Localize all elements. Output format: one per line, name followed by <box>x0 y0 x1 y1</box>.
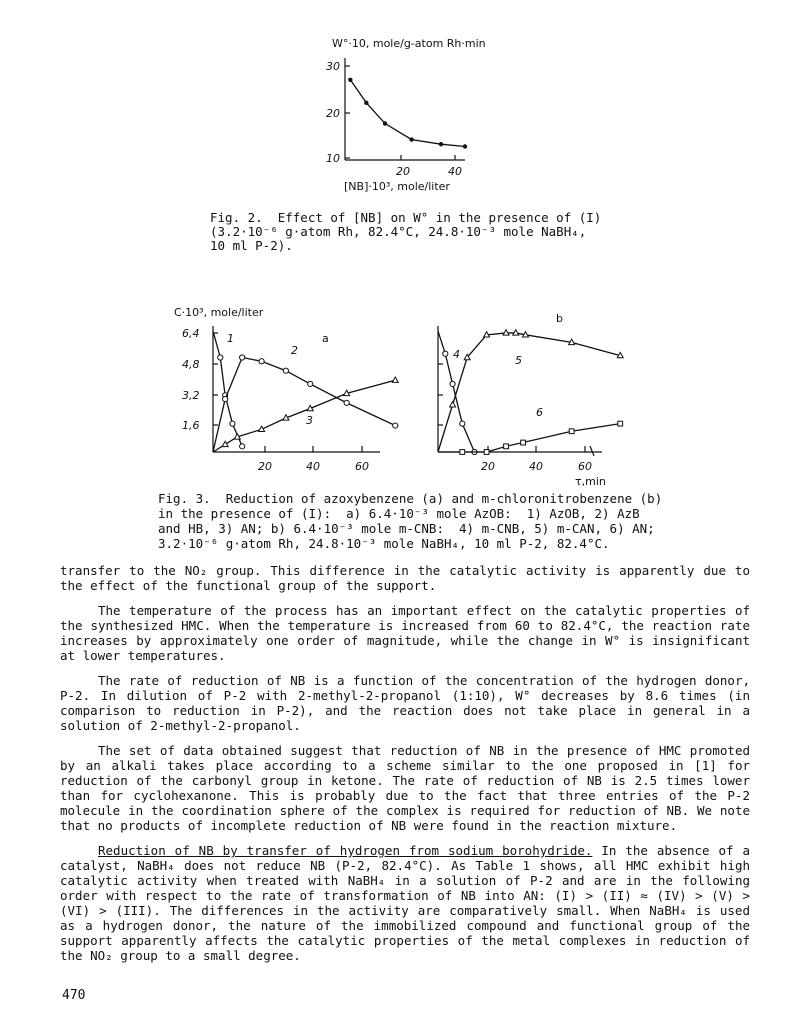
fig3b-series-5-point <box>450 402 456 407</box>
fig2-ytick-30: 30 <box>326 60 340 73</box>
fig2-caption <box>210 211 630 253</box>
fig3-ytick-32: 3,2 <box>182 389 200 402</box>
paragraph: The set of data obtained suggest that reduction of NB in the presence of HMC promoted by an alkali takes place according to a scheme similar to the one proposed in [1] for reduction of the carbonyl group in ketone. The rate of reduction of NB is 2.5 times lower than for cyclohexanone. This is probably due to the fact that three entries of the P-2 molecule in the coordination sphere of the complex is required for reduction of NB. We note that no products of incomplete reduction of NB were found in the reaction mixture. <box>60 743 750 833</box>
fig3-chart <box>170 298 640 493</box>
fig2-plot <box>348 78 467 149</box>
fig3a-series-2-line <box>213 358 395 453</box>
fig3-curve-label-1: 1 <box>227 332 234 345</box>
fig2-caption-line: Fig. 2. Effect of [NB] on W° in the presence of (I) <box>210 210 602 225</box>
section-heading: Reduction of NB by transfer of hydrogen from sodium borohydride. <box>98 843 593 858</box>
fig3a-series-1-point <box>230 421 235 426</box>
fig3-curve-label-4: 4 <box>453 348 460 361</box>
fig3-caption-line: Fig. 3. Reduction of azoxybenzene (a) and m-chloronitrobenzene (b) <box>158 491 663 506</box>
fig3a-series-2-point <box>259 359 264 364</box>
fig3-curve-label-3: 3 <box>306 414 313 427</box>
fig3a-xtick-20: 20 <box>258 460 272 473</box>
fig3b-series-4-point <box>450 381 455 386</box>
fig3-curve-label-6: 6 <box>536 406 543 419</box>
fig3a-series-3-point <box>392 377 398 382</box>
fig3-caption-line: in the presence of (I): a) 6.4·10⁻³ mole AzOB: 1) AzOB, 2) AzB <box>158 506 640 521</box>
fig3b-xtick-60: 60 <box>578 460 592 473</box>
body-text <box>60 563 750 963</box>
fig3a-series-1-point <box>218 355 223 360</box>
fig3a-xtick-60: 60 <box>355 460 369 473</box>
fig3-caption <box>158 491 678 551</box>
fig3b-xtick-20: 20 <box>481 460 495 473</box>
fig3-plot <box>213 330 623 455</box>
fig3-y-label: C·10³, mole/liter <box>174 306 264 319</box>
fig3-ytick-16: 1,6 <box>182 419 200 432</box>
fig3-ytick-64: 6,4 <box>182 327 200 340</box>
fig3-ytick-48: 4,8 <box>182 358 200 371</box>
fig2-caption-line: (3.2·10⁻⁶ g·atom Rh, 82.4°C, 24.8·10⁻³ mole NaBH₄, <box>210 224 587 239</box>
fig3a-series-2-point <box>283 368 288 373</box>
fig2-chart <box>300 30 500 200</box>
fig3b-xtick-40: 40 <box>529 460 543 473</box>
fig3b-series-6-line <box>438 424 620 452</box>
fig2-series-point <box>383 121 387 125</box>
fig2-series-line <box>350 80 465 147</box>
fig3b-series-6-point <box>618 421 623 426</box>
fig3a-xtick-40: 40 <box>306 460 320 473</box>
fig2-series-point <box>439 142 443 146</box>
paragraph-last <box>60 843 750 963</box>
paragraph-text: In the absence of a catalyst, NaBH₄ does not reduce NB (P-2, 82.4°C). As Table 1 shows, all HMC exhibit high catalytic activity when treated with NaBH₄ in a solution of P-2 and are in the following order with respect to the rate of transformation of NB into AN: (I) > (II) ≈ (IV) > (V) > (VI) > (III). The differences in the activity are comparatively small. When NaBH₄ is used as a hydrogen donor, the nature of the immobilized compound and functional group of the support apparently affects the catalytic properties of the metal complexes in reduction of the NO₂ group to a small degree. <box>60 843 751 963</box>
fig2-series-point <box>364 101 368 105</box>
fig2-ytick-10: 10 <box>326 152 340 165</box>
fig2-xtick-20: 20 <box>396 165 410 178</box>
fig3a-series-3-point <box>222 441 228 446</box>
fig3a-series-1-line <box>213 331 242 446</box>
fig3b-series-6-point <box>569 429 574 434</box>
fig3a-series-2-point <box>223 396 228 401</box>
paragraph: The rate of reduction of NB is a function of the concentration of the hydrogen donor, P-2. In dilution of P-2 with 2-methyl-2-propanol (1:10), W° decreases by 8.6 times (in comparison to reduction in P-2), and the reaction does not take place in general in a solution of 2-methyl-2-propanol. <box>60 673 750 733</box>
paragraph: The temperature of the process has an important effect on the catalytic properties of the synthesized HMC. When the temperature is increased from 60 to 82.4°C, the reaction rate increases by approximately one order of magnitude, while the change in W° is insignificant at lower temperatures. <box>60 603 750 663</box>
fig3b-series-6-point <box>460 450 465 455</box>
page-number: 470 <box>62 988 86 1003</box>
fig3-caption-line: and HB, 3) AN; b) 6.4·10⁻³ mole m-CNB: 4) m-CNB, 5) m-CAN, 6) AN; <box>158 521 655 536</box>
fig3b-series-4-point <box>460 421 465 426</box>
fig3b-series-4-point <box>443 351 448 356</box>
fig3b-series-6-point <box>521 440 526 445</box>
fig2-x-label: [NB]·10³, mole/liter <box>344 180 450 193</box>
fig3-curve-label-5: 5 <box>515 354 522 367</box>
fig3-panel-b-label: b <box>556 312 563 325</box>
fig3a-series-2-point <box>240 355 245 360</box>
fig2-series-point <box>409 137 413 141</box>
fig2-y-label: W°·10, mole/g-atom Rh·min <box>332 37 486 50</box>
fig3-curve-label-2: 2 <box>291 344 298 357</box>
fig3b-series-6-point <box>504 444 509 449</box>
fig2-caption-line: 10 ml P-2). <box>210 238 293 253</box>
paragraph: transfer to the NO₂ group. This difference in the catalytic activity is apparently due to the effect of the functional group of the support. <box>60 563 750 593</box>
fig3-panel-a-label: a <box>322 332 329 345</box>
fig3a-series-2-point <box>393 423 398 428</box>
fig2-series-point <box>463 144 467 148</box>
fig2-ytick-20: 20 <box>326 107 340 120</box>
fig3b-series-5-line <box>438 333 620 452</box>
fig3b-series-6-point <box>484 450 489 455</box>
fig3b-axes <box>438 326 602 456</box>
fig3-caption-line: 3.2·10⁻⁶ g·atom Rh, 24.8·10⁻³ mole NaBH₄, 10 ml P-2, 82.4°C. <box>158 536 610 551</box>
fig2-series-point <box>348 78 352 82</box>
fig2-xtick-40: 40 <box>448 165 462 178</box>
fig3-x-label: τ,min <box>575 475 606 488</box>
fig3a-series-1-point <box>240 444 245 449</box>
fig3a-series-2-point <box>308 381 313 386</box>
fig3a-series-2-point <box>344 400 349 405</box>
